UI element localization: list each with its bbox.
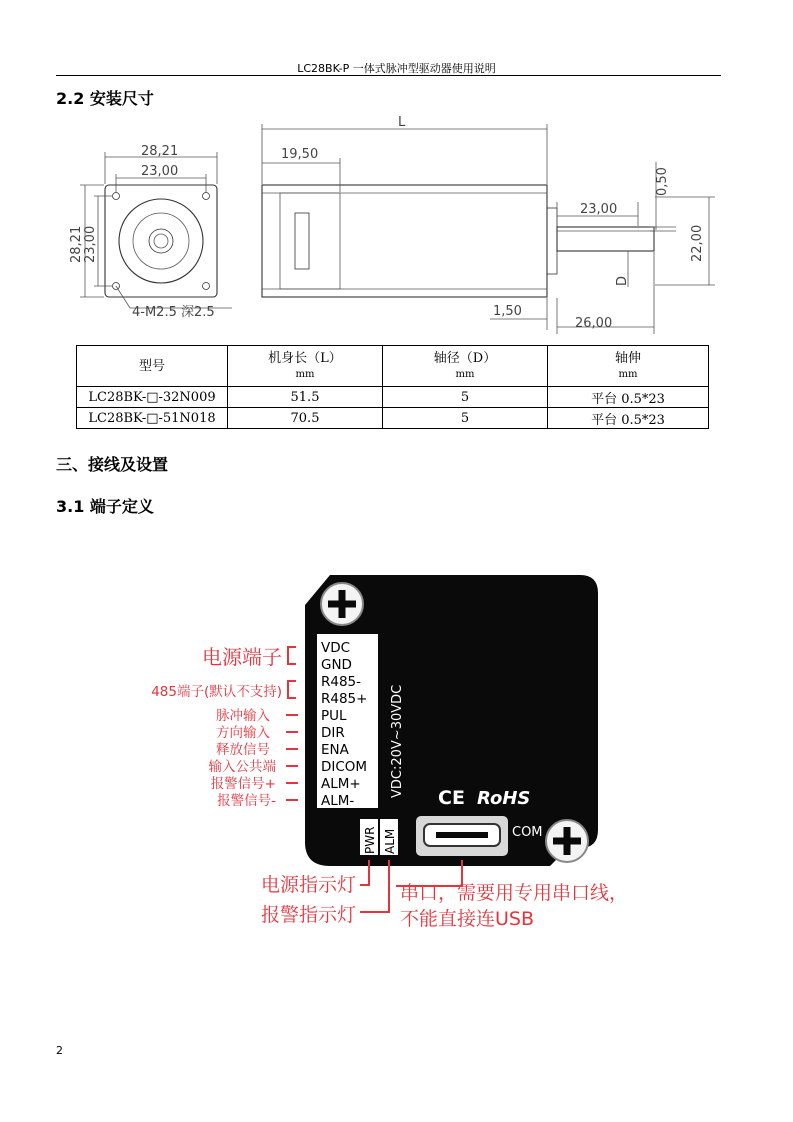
dim-length: L	[398, 115, 406, 130]
page-header: LC28BK-P 一体式脉冲型驱动器使用说明	[297, 62, 496, 75]
screw-bottom-right-icon	[546, 820, 588, 862]
dim-flat-length: 23,00	[580, 202, 618, 217]
dim-body-length: 19,50	[281, 147, 319, 162]
dim-front-height-inner: 23,00	[83, 225, 98, 263]
ce-logo: CE	[438, 787, 465, 809]
rohs-logo: RoHS	[477, 788, 531, 809]
table-row	[77, 408, 709, 429]
label-serial-line1: 串口，需要用专用串口线，	[400, 882, 629, 904]
cell-length: 51.5	[228, 387, 383, 408]
table-row	[77, 387, 709, 408]
dim-boss: 1,50	[493, 304, 522, 319]
cell-ext: 平台 0.5*23	[548, 408, 709, 429]
pin-alm-pos: ALM+	[321, 776, 361, 792]
label-rs485-terminal: 485端子(默认不支持)	[151, 684, 282, 700]
screw-top-left-icon	[321, 583, 363, 625]
pin-r485-pos: R485+	[321, 691, 368, 707]
label-input-common: 输入公共端	[208, 759, 276, 775]
dim-flange-diameter: 22,00	[690, 224, 705, 262]
label-alarm-pos: 报警信号+	[210, 776, 276, 792]
dim-flat-depth: 0,50	[655, 167, 670, 196]
cell-ext: 平台 0.5*23	[548, 387, 709, 408]
cell-model: LC28BK-□-32N009	[77, 387, 228, 408]
pin-dir: DIR	[321, 725, 345, 741]
pin-alm-neg: ALM-	[321, 793, 355, 809]
voltage-label: VDC:20V~30VDC	[390, 684, 405, 798]
label-power-led: 电源指示灯	[260, 874, 356, 896]
pin-vdc: VDC	[321, 640, 351, 656]
dim-shaft-diameter: D	[615, 275, 630, 286]
dim-shaft-length: 26,00	[575, 316, 613, 331]
section-terminal-heading: 3.1 端子定义	[56, 497, 154, 516]
hole-note: 4-M2.5 深2.5	[132, 305, 215, 320]
terminal-diagram	[120, 560, 680, 940]
label-alarm-neg: 报警信号-	[217, 793, 276, 809]
table-header-cell: 轴伸 mm	[548, 346, 709, 387]
header-rule	[56, 75, 721, 76]
section-wiring-heading: 三、接线及设置	[56, 455, 169, 474]
label-power-terminal: 电源端子	[202, 645, 282, 669]
section-install-heading: 2.2 安装尺寸	[56, 89, 154, 108]
led-alm-label: ALM	[383, 828, 397, 854]
cell-model: LC28BK-□-51N018	[77, 408, 228, 429]
table-header-cell: 机身长（L） mm	[228, 346, 383, 387]
pin-ena: ENA	[321, 742, 349, 758]
pin-gnd: GND	[321, 657, 352, 673]
pin-r485-neg: R485-	[321, 674, 362, 690]
cell-shaft: 5	[383, 408, 548, 429]
dim-front-height-outer: 28,21	[69, 225, 84, 263]
pin-dicom: DICOM	[321, 759, 368, 775]
com-label: COM	[512, 825, 543, 840]
serial-port-icon	[416, 816, 508, 856]
spec-table	[76, 345, 709, 429]
label-release-signal: 释放信号	[216, 742, 270, 758]
label-pulse-input: 脉冲输入	[216, 708, 270, 724]
mechanical-drawing	[50, 112, 730, 348]
table-header-row	[77, 346, 709, 387]
cell-length: 70.5	[228, 408, 383, 429]
cell-shaft: 5	[383, 387, 548, 408]
label-serial-line2: 不能直接连USB	[400, 908, 535, 930]
table-header-cell: 型号	[77, 346, 228, 387]
led-pwr-label: PWR	[363, 826, 377, 854]
page-number: 2	[56, 1044, 63, 1057]
side-view	[262, 124, 715, 334]
label-direction-input: 方向输入	[216, 725, 270, 741]
label-alarm-led: 报警指示灯	[260, 904, 356, 926]
dim-front-width-outer: 28,21	[141, 144, 179, 159]
dim-front-width-inner: 23,00	[141, 164, 179, 179]
table-header-cell: 轴径（D） mm	[383, 346, 548, 387]
pin-pul: PUL	[321, 708, 347, 724]
